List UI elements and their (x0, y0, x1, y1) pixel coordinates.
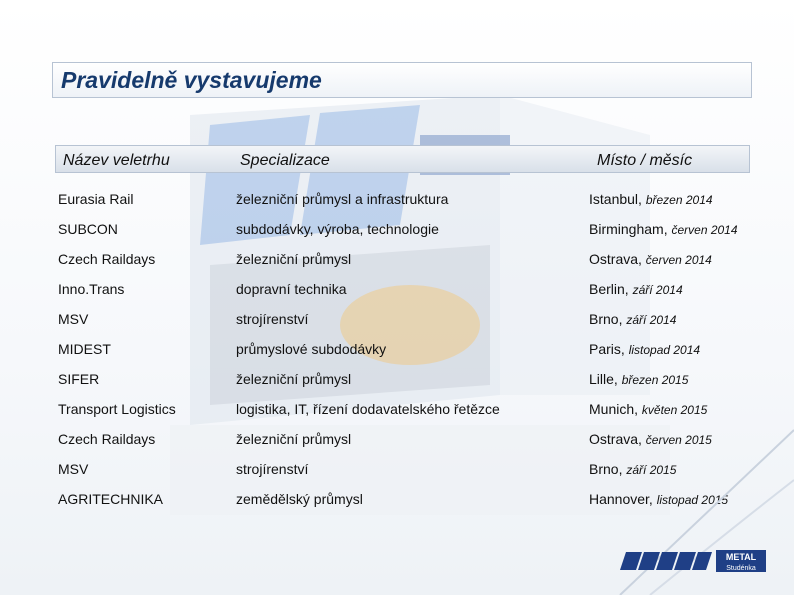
table-row (0, 251, 794, 281)
fair-place (589, 401, 707, 417)
page-title: Pravidelně vystavujeme (61, 67, 322, 93)
fair-month: listopad 2014 (628, 343, 701, 357)
fair-name: Czech Raildays (58, 251, 156, 267)
fair-place (589, 221, 738, 237)
fair-city: Hannover, (589, 491, 653, 507)
fair-month: květen 2015 (641, 403, 708, 417)
fair-city: Berlin, (589, 281, 629, 297)
fair-city: Munich, (589, 401, 639, 417)
fair-specialization: strojírenství (236, 461, 309, 477)
fair-city: Ostrava, (589, 431, 642, 447)
fair-specialization: strojírenství (236, 311, 309, 327)
fair-city: Istanbul, (589, 191, 642, 207)
fair-specialization: průmyslové subdodávky (236, 341, 387, 357)
fair-month: červen 2014 (671, 223, 738, 237)
fair-specialization: železniční průmysl (236, 431, 352, 447)
table-row (0, 191, 794, 221)
fair-month: červen 2015 (645, 433, 712, 447)
fair-name: Inno.Trans (58, 281, 125, 297)
fair-name: Czech Raildays (58, 431, 156, 447)
fair-place (589, 311, 676, 327)
fair-name: MIDEST (58, 341, 111, 357)
fair-name: Eurasia Rail (58, 191, 134, 207)
fair-specialization: železniční průmysl (236, 251, 352, 267)
fair-month: září 2014 (626, 313, 677, 327)
fair-city: Paris, (589, 341, 625, 357)
table-row (0, 311, 794, 341)
fair-specialization: dopravní technika (236, 281, 347, 297)
fair-name: Transport Logistics (58, 401, 176, 417)
fair-city: Ostrava, (589, 251, 642, 267)
fair-place (589, 191, 713, 207)
fair-name: SUBCON (58, 221, 118, 237)
fair-name: SIFER (58, 371, 100, 387)
fair-specialization: železniční průmysl (236, 371, 352, 387)
fair-place (589, 371, 688, 387)
fair-place (589, 341, 700, 357)
fair-month: listopad 2015 (656, 493, 729, 507)
fair-city: Brno, (589, 311, 623, 327)
title-box (52, 62, 752, 98)
fair-place (589, 251, 712, 267)
fair-name: AGRITECHNIKA (58, 491, 164, 507)
table-row (0, 281, 794, 311)
header-place: Místo / měsíc (597, 152, 693, 169)
fair-month: září 2014 (632, 283, 683, 297)
fair-city: Brno, (589, 461, 623, 477)
table-row (0, 341, 794, 371)
fair-place (589, 281, 683, 297)
logo-brand-text: METAL (725, 552, 757, 562)
header-specialization: Specializace (240, 152, 330, 169)
table-row (0, 371, 794, 401)
header-name: Název veletrhu (63, 152, 170, 169)
fair-specialization: logistika, IT, řízení dodavatelského řetězce (236, 401, 500, 417)
table-row (0, 221, 794, 251)
fair-specialization: železniční průmysl a infrastruktura (236, 191, 449, 207)
fair-month: červen 2014 (645, 253, 712, 267)
fair-month: březen 2014 (645, 193, 713, 207)
fair-month: březen 2015 (621, 373, 689, 387)
fair-name: MSV (58, 311, 89, 327)
fair-specialization: zemědělský průmysl (236, 491, 363, 507)
fair-month: září 2015 (626, 463, 677, 477)
fair-name: MSV (58, 461, 89, 477)
fair-specialization: subdodávky, výroba, technologie (236, 221, 439, 237)
logo-sub-text: Studénka (726, 565, 756, 572)
metal-studenka-logo (620, 548, 770, 574)
fair-city: Lille, (589, 371, 618, 387)
fair-city: Birmingham, (589, 221, 668, 237)
